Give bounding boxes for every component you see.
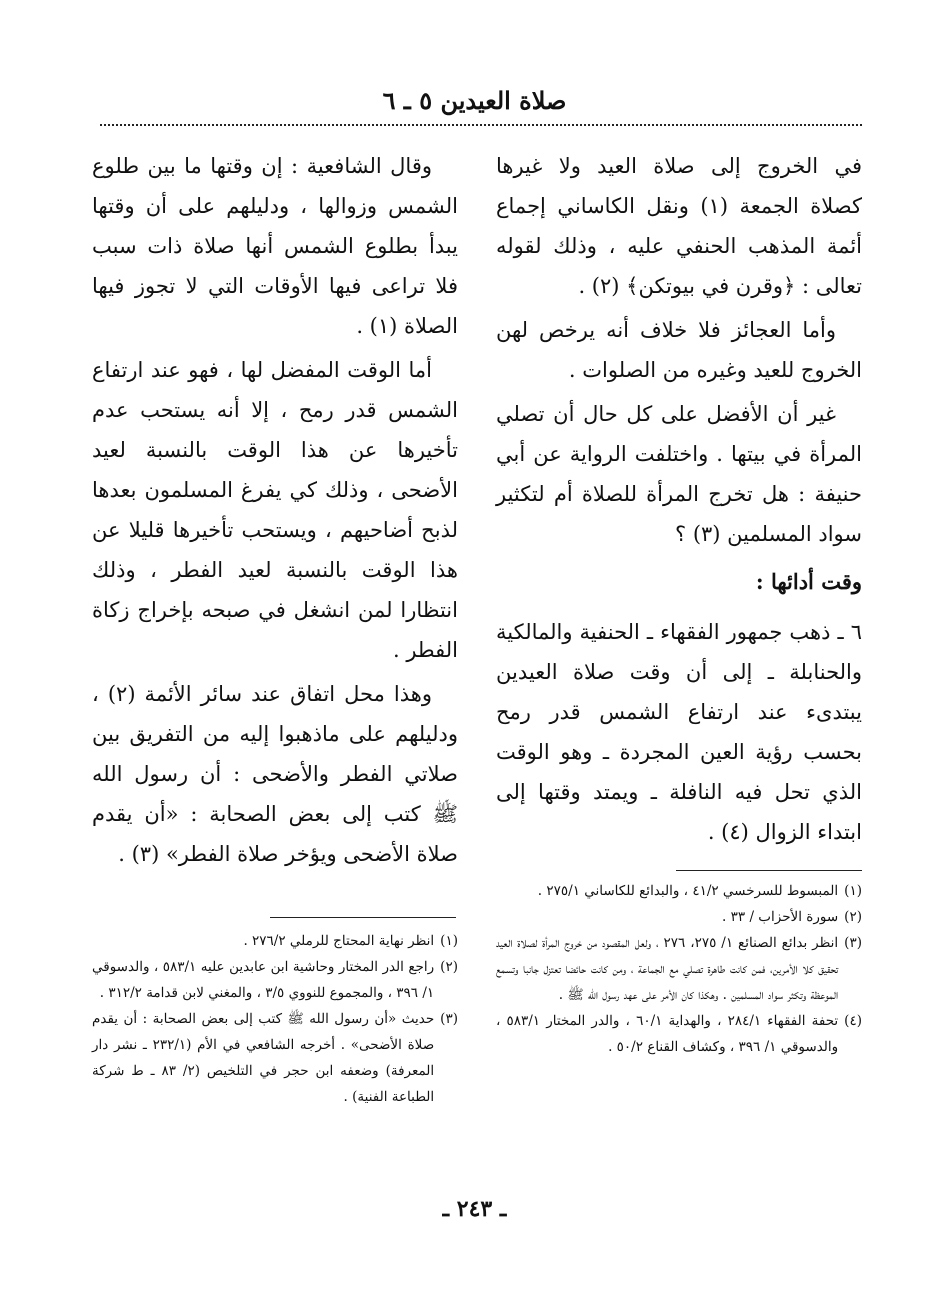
footnote-number: (٤)	[844, 1013, 862, 1029]
footnote-text: انظر بدائع الصنائع ١/ ٢٧٥، ٢٧٦ ، ولعل المقصود من خروج المرأة لصلاة العيد تحقيق كلا الأمرين، فمن كانت طاهرة تصلي مع الجماعة ، ومن كانت حائضا تعتزل جانبا وتسمع الموعظة وتكثر سواد المسلمين . وهكذا كان الأمر على عهد رسول الله ﷺ .	[496, 935, 839, 1003]
footnote-text: حديث «أن رسول الله ﷺ كتب إلى بعض الصحابة : أن يقدم صلاة الأضحى» . أخرجه الشافعي في الأم (٢٣٢/١ ـ نشر دار المعرفة) وضعفه ابن حجر في التلخيص (٢/ ٨٣ ـ ط شركة الطباعة الفنية) .	[92, 1011, 435, 1105]
footnote-text: تحفة الفقهاء ٢٨٤/١ ، والهداية ٦٠/١ ، والدر المختار ٥٨٣/١ ، والدسوقي ١/ ٣٩٦ ، وكشاف القناع ٥٠/٢ .	[496, 1013, 839, 1055]
title-divider	[100, 124, 862, 126]
footnote	[92, 1006, 458, 1110]
footnote-number: (١)	[440, 933, 458, 949]
paragraph: في الخروج إلى صلاة العيد ولا غيرها كصلاة الجمعة (١) ونقل الكاساني إجماع أئمة المذهب الحنفي عليه ، وذلك لقوله تعالى : ﴿وقرن في بيوتكن﴾ (٢) .	[496, 154, 863, 298]
footnote	[496, 904, 862, 930]
paragraph: ٦ ـ ذهب جمهور الفقهاء ـ الحنفية والمالكية والحنابلة ـ إلى أن وقت صلاة العيدين يبتدىء عند ارتفاع الشمس قدر رمح بحسب رؤية العين المجردة ـ وهو الوقت الذي تحل فيه النافلة ـ ويمتد وقتها إلى ابتداء الزوال (٤) .	[496, 620, 862, 844]
paragraph: غير أن الأفضل على كل حال أن تصلي المرأة في بيتها . واختلفت الرواية عن أبي حنيفة : هل تخرج المرأة للصلاة أم لتكثير سواد المسلمين (٣) ؟	[496, 402, 862, 546]
footnote-text: راجع الدر المختار وحاشية ابن عابدين عليه ٥٨٣/١ ، والدسوقي ١/ ٣٩٦ ، والمجموع للنووي ٣/٥ ، والمغني لابن قدامة ٣١٢/٢ .	[92, 959, 435, 1001]
paragraph: وهذا محل اتفاق عند سائر الأئمة (٢) ، ودليلهم على ماذهبوا إليه من التفريق بين صلاتي الفطر والأضحى : أن رسول الله ﷺ كتب إلى بعض الصحابة : «أن يقدم صلاة الأضحى ويؤخر صلاة الفطر» (٣) .	[92, 682, 458, 866]
left-column	[92, 146, 458, 878]
footnote	[92, 928, 458, 954]
right-column	[496, 146, 862, 856]
footnote-number: (١)	[844, 883, 862, 899]
footnote-number: (٣)	[440, 1011, 458, 1027]
footnote-number: (٣)	[844, 935, 862, 951]
page-title: صلاة العيدين ٥ ـ ٦	[382, 86, 567, 115]
footnote	[496, 930, 862, 1008]
paragraph: أما الوقت المفضل لها ، فهو عند ارتفاع الشمس قدر رمح ، إلا أنه يستحب عدم تأخيرها عن هذا الوقت بالنسبة لعيد الأضحى ، وذلك كي يفرغ المسلمون بعدها لذبح أضاحيهم ، ويستحب تأخيرها قليلا عن هذا الوقت بالنسبة لعيد الفطر ، وذلك انتظارا لمن انشغل في صبحه بإخراج زكاة الفطر .	[92, 358, 458, 662]
footnote	[496, 1008, 862, 1060]
footnote	[496, 878, 862, 904]
footnote-number: (٢)	[440, 959, 458, 975]
footnotes-left	[92, 928, 458, 1110]
paragraph: وأما العجائز فلا خلاف أنه يرخص لهن الخروج للعيد وغيره من الصلوات .	[496, 318, 862, 382]
section-heading: وقت أدائها :	[755, 569, 862, 594]
footnote-text: المبسوط للسرخسي ٤١/٢ ، والبدائع للكاساني ٢٧٥/١ .	[537, 883, 839, 899]
footnote-number: (٢)	[844, 909, 862, 925]
page-number: ـ ٢٤٣ ـ	[442, 1196, 507, 1222]
footnote-text: سورة الأحزاب / ٣٣ .	[722, 909, 839, 925]
footnotes-right	[496, 878, 862, 1060]
footnote	[92, 954, 458, 1006]
footnote-divider	[676, 870, 862, 871]
footnote-divider	[270, 917, 456, 918]
footnote-text: انظر نهاية المحتاج للرملي ٢٧٦/٢ .	[243, 933, 435, 949]
paragraph: وقال الشافعية : إن وقتها ما بين طلوع الشمس وزوالها ، ودليلهم على أن وقتها يبدأ بطلوع الشمس أنها صلاة ذات سبب فلا تراعى فيها الأوقات التي لا تجوز فيها الصلاة (١) .	[92, 154, 458, 338]
